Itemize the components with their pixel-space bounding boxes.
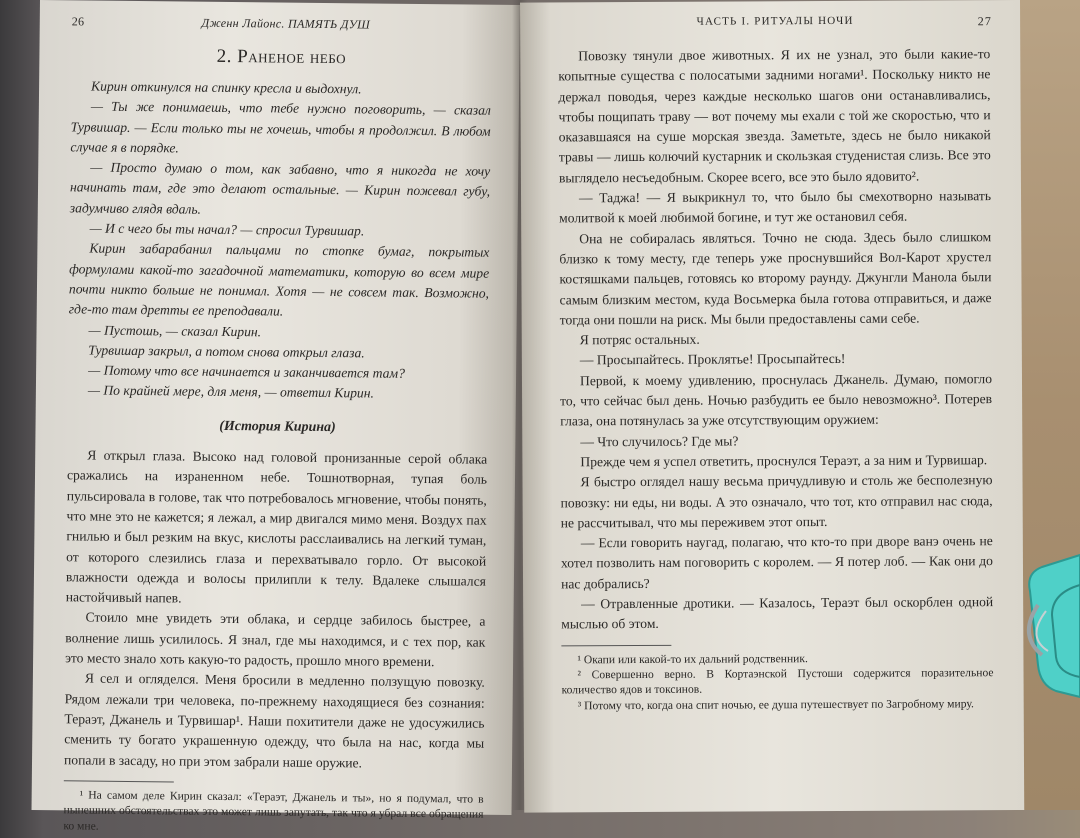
paragraph: — Пустошь, — сказал Кирин. (88, 322, 262, 339)
right-running-head (558, 14, 992, 36)
left-page-content (63, 44, 491, 837)
paragraph: Я сел и огляделся. Меня бросили в медленно ползущую повозку. Рядом лежали три человека, по-прежнему находящиеся без сознания: Тераэт, Джанель и Турвишар¹. Наши похитители даже не удосужились сменить ту богато украшенную одежду, что была на нас, когда мы попали в засаду, но при этом забрали наше оружие. (63, 670, 485, 770)
right-page-number: 27 (977, 14, 993, 29)
binder-clip-icon (1012, 545, 1080, 715)
paragraph: Я потряс остальных. (579, 331, 700, 348)
left-running-title: Дженн Лайонс. ПАМЯТЬ ДУШ (201, 15, 371, 32)
left-page (32, 0, 520, 833)
paragraph: Турвишар закрыл, а потом снова открыл глаза. (88, 342, 365, 361)
left-page-number: 26 (71, 14, 85, 29)
paragraph: — Просыпайтесь. Проклятье! Просыпайтесь! (579, 351, 846, 368)
paragraph: Кирин откинулся на спинку кресла и выдохнул. (91, 78, 362, 97)
paragraph: — Если говорить наугад, полагаю, что кто-то при дворе ванэ очень не хотел позволить нам поговорить с королем. — Я потер лоб. — Как они до нас добрались? (560, 533, 993, 592)
paragraph: Она не собиралась являться. Точно не сюда. Здесь было слишком близко к тому месту, где теперь уже проснувшийся Вол-Карот хрустел костяшками пальцев, готовясь ко второму раунду. Джунгли Манола были самым близким местом, куда Восьмерка была готова отправиться, и даже тогда они пошли на риск. Мы были предоставлены сами себе. (559, 228, 992, 328)
paragraph: — Потому что все начинается и заканчивается там? (88, 362, 406, 381)
paragraph: Первой, к моему удивлению, проснулась Джанель. Думаю, помогло то, что сейчас был день. Ночью разбудить ее было невозможно³. Потерев глаза, она потянулась за уже отсутствующим оружием: (560, 370, 993, 429)
paragraph: — Таджа! — Я выкрикнул то, что было бы смехотворно называть молитвой к моей любимой богине, и тут же остановил себя. (559, 188, 992, 226)
footnote: ³ Потому что, когда она спит ночью, ее душа путешествует по Загробному миру. (577, 697, 974, 713)
footnote: ¹ На самом деле Кирин сказал: «Тераэт, Джанель и ты», но я подумал, что в нынешних обстоятельствах это может лишь запутать, так что я убрал все обращения ко мне. (63, 788, 484, 833)
paragraph: — Просто думаю о том, как забавно, что я никогда не хочу начинать там, где это делают остальные. — Кирин пожевал губу, задумчиво глядя вдаль. (69, 159, 491, 217)
paragraph: Я открыл глаза. Высоко над головой пронизанные серой облака сражались на израненном небе. Тошнотворная, тупая боль пульсировала в голове, так что потребовалось мгновение, чтобы понять, что мне это не кажется; я лежал, а мир двигался мимо меня. Воздух пах гнилью и был резким на вкус, кислоты расслаивались на легкий туман, от которого слезились глаза и перехватывало горло. От высокой влажности одежда и волосы прилипли к телу. Вдалеке слышался настойчивый напев. (65, 447, 488, 606)
right-running-title: ЧАСТЬ I. РИТУАЛЫ НОЧИ (696, 14, 854, 28)
italic-frame-dialogue (68, 76, 491, 405)
paragraph: — По крайней мере, для меня, — ответил Кирин. (87, 382, 374, 401)
paragraph: — Что случилось? Где мы? (580, 433, 739, 449)
paragraph: — Ты же понимаешь, что тебе нужно поговорить, — сказал Турвишар. — Если только ты не хочешь, чтобы я продолжил. В любом случае я в порядке. (70, 98, 491, 156)
paragraph: — Отравленные дротики. — Казалось, Тераэт был оскорблен одной мыслью об этом. (561, 594, 994, 632)
chapter-title: 2. Раненое небо (216, 45, 347, 69)
footnote: ² Совершенно верно. В Кортаэнской Пустоши содержится поразительное количество ядов и токсинов. (561, 666, 994, 697)
footnote: ¹ Окапи или какой-то их дальний родственник. (577, 651, 808, 666)
paragraph: Кирин забарабанил пальцами по стопке бумаг, покрытых формулами какой-то загадочной математики, которую во всем мире почти никто больше не понимал. Хотя — не совсем так. Возможно, где-то там дретты ее преподавали. (68, 240, 490, 319)
right-page-content (558, 44, 993, 713)
right-page (520, 0, 1024, 813)
footnote-divider (64, 780, 174, 782)
paragraph: Повозку тянули двое животных. Я их не узнал, это были какие-то копытные существа с полосатыми задними ногами¹. Поскольку никто не держал поводья, через каждые несколько шагов они останавливались, чтобы пощипать траву — вот почему мы ехали с той же скоростью, что и оказавшаяся на суше морская звезда. Заметьте, здесь не было никакой травы — лишь колючий кустарник и скользкая студенистая слизь. Все это выглядело несъедобным. Скорее всего, все это было ядовито². (558, 46, 991, 186)
footnote-divider (561, 644, 671, 646)
paragraph: — И с чего бы ты начал? — спросил Турвишар. (89, 220, 365, 239)
paragraph: Стоило мне увидеть эти облака, и сердце забилось быстрее, а волнение лишь усилилось. Я знал, где мы находимся, и с тех пор, как это место знало хоть какую-то радость, прошло много времени. (65, 609, 486, 670)
section-subheading: (История Кирина) (219, 418, 336, 435)
paragraph: Я быстро оглядел нашу весьма причудливую и столь же бесполезную повозку: ни еды, ни воды. А это означало, что тот, кто отправил нас сюда, не рассчитывал, что мы переживем этот опыт. (560, 472, 993, 531)
left-running-head (72, 14, 500, 38)
paragraph: Прежде чем я успел ответить, проснулся Тераэт, а за ним и Турвишар. (580, 452, 988, 470)
